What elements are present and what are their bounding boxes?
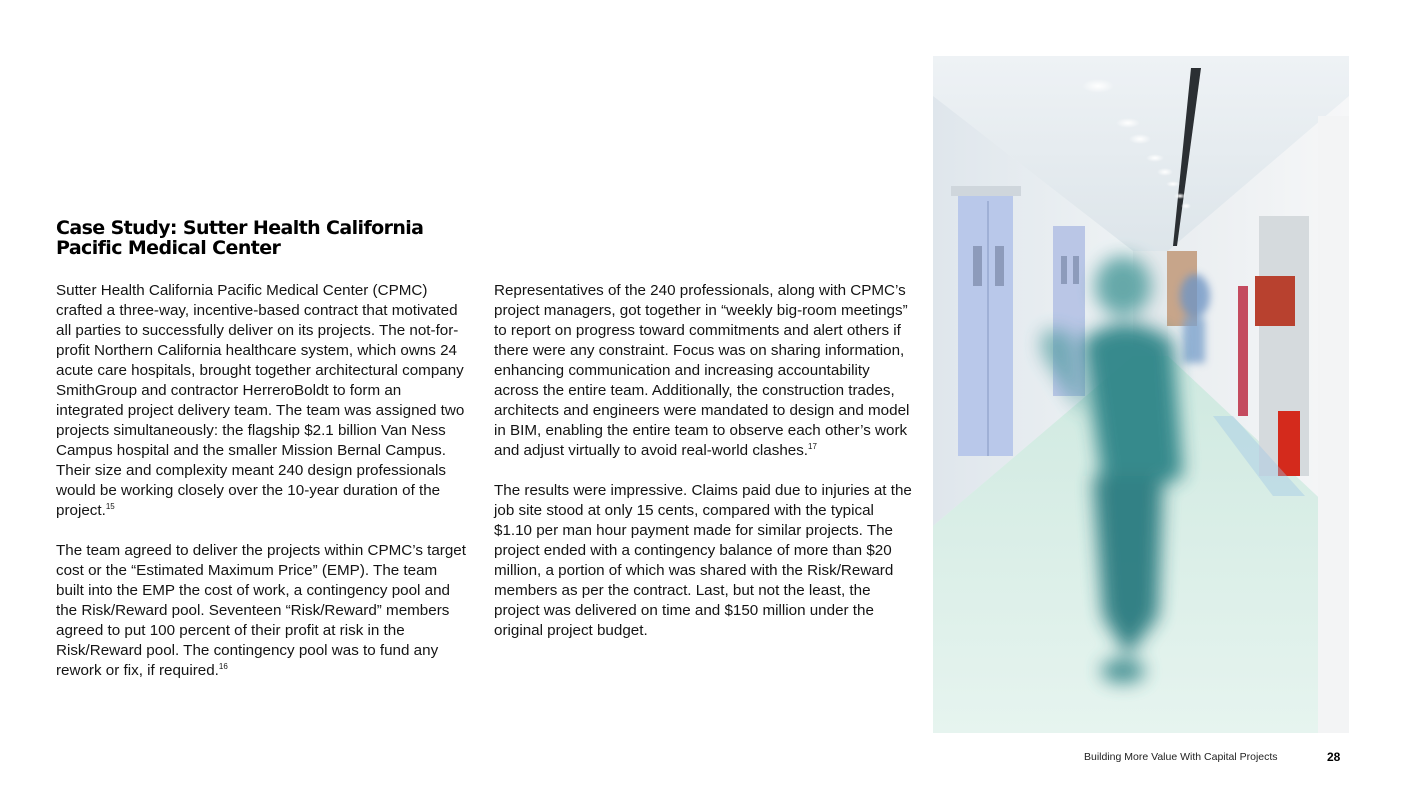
paragraph-text: Representatives of the 240 professionals, along with CPMC’s project managers, got together in “weekly big-room meetings” to report on progress toward commitments and alert others if there were any constraint. Focus was on sharing information, enhancing communication and increasing accountability across the entire team. Additionally, the construction trades, architects and engineers were mandated to design and model in BIM, enabling the entire team to observe each other’s work and adjust virtually to avoid real-world clashes. [494,282,910,459]
right-text-column [494,281,914,661]
paragraph-text: The team agreed to deliver the projects within CPMC’s target cost or the “Estimated Maximum Price” (EMP). The team built into the EMP the cost of work, a contingency pool and the Risk/Reward pool. Seventeen “Risk/Reward” members agreed to put 100 percent of their profit at risk in the Risk/Reward pool. The contingency pool was to fund any rework or fix, if required. [56,542,466,679]
left-text-column [56,281,466,701]
paragraph [56,541,466,681]
footnote-ref: 17 [808,441,817,451]
footnote-ref: 16 [218,661,228,671]
paragraph [494,481,914,641]
hospital-corridor-photo [933,56,1349,733]
paragraph [494,281,914,461]
footnote-ref: 15 [105,501,115,511]
paragraph-text: The results were impressive. Claims paid due to injuries at the job site stood at only 15 cents, compared with the typical $1.10 per man hour payment made for similar projects. The project ended with a contingency balance of more than $20 million, a portion of which was shared with the Risk/Reward members as per the contract. Last, but not the least, the project was delivered on time and $150 million under the original project budget. [494,482,912,639]
footer-document-title: Building More Value With Capital Projects [1084,751,1278,763]
page-number: 28 [1327,750,1341,764]
case-study-title: Case Study: Sutter Health California Pacific Medical Center [56,217,424,259]
paragraph-text: Sutter Health California Pacific Medical Center (CPMC) crafted a three-way, incentive-based contract that motivated all parties to successfully deliver on its projects. The not-for-profit Northern California healthcare system, which owns 24 acute care hospitals, brought together architectural company SmithGroup and contractor HerreroBoldt to form an integrated project delivery team. The team was assigned two projects simultaneously: the flagship $2.1 billion Van Ness Campus hospital and the smaller Mission Bernal Campus. Their size and complexity meant 240 design professionals would be working closely over the 10-year duration of the project. [56,282,465,519]
paragraph [56,281,466,521]
